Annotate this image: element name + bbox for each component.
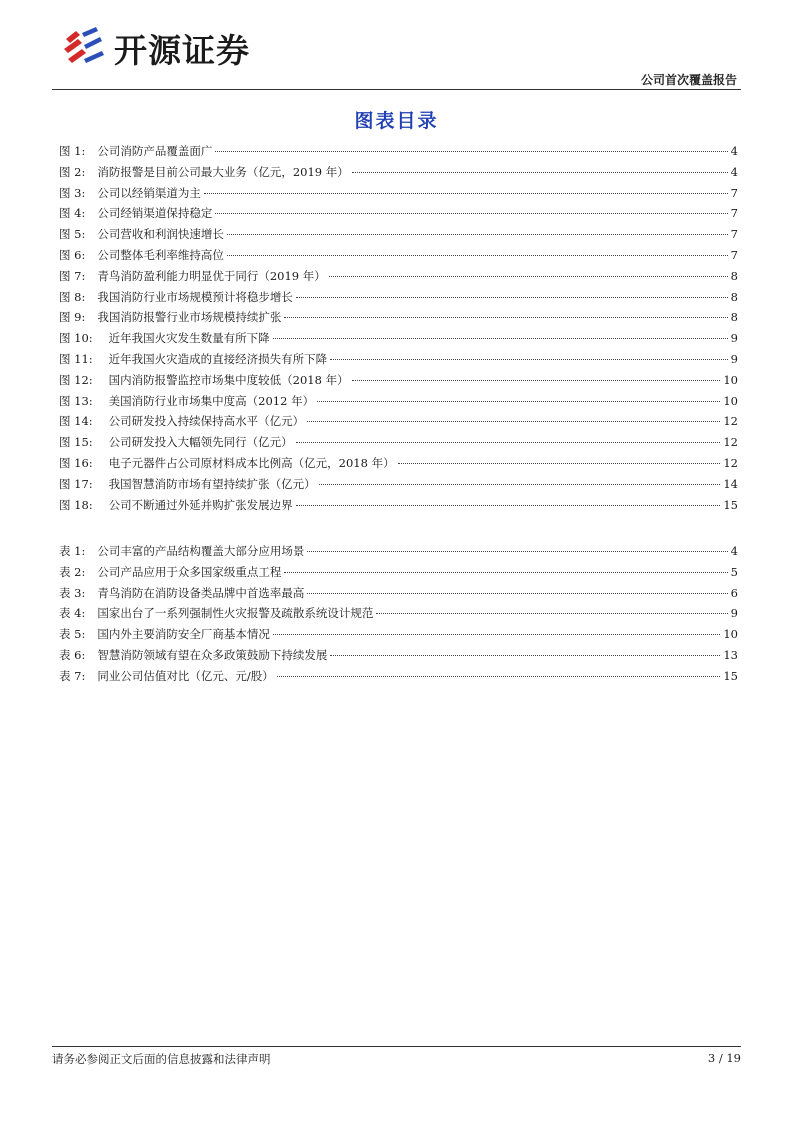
toc-entry-page: 5 (730, 564, 738, 579)
toc-title: 图表目录 (354, 110, 439, 132)
dot-leader (215, 151, 727, 152)
toc-entry-label: 图 6: (59, 247, 86, 262)
toc-entry-title: 我国消防报警行业市场规模持续扩张 (97, 310, 282, 325)
toc-entry-label: 图 10: (59, 331, 93, 346)
dot-leader (398, 463, 721, 464)
dot-leader (296, 505, 721, 506)
toc-entry-page: 7 (730, 185, 738, 200)
toc-entry-label: 表 4: (59, 606, 86, 621)
footer-disclaimer: 请务必参阅正文后面的信息披露和法律声明 (52, 1052, 271, 1066)
toc-entry-label: 表 3: (59, 585, 86, 600)
dot-leader (284, 317, 727, 318)
toc-entry[interactable] (59, 224, 738, 245)
toc-entry-page: 12 (723, 414, 738, 429)
table-list (59, 541, 738, 687)
toc-entry-page: 12 (723, 455, 738, 470)
dot-leader (307, 551, 727, 552)
toc-entry-label: 图 12: (59, 372, 93, 387)
toc-entry-page: 7 (730, 247, 738, 262)
toc-entry[interactable] (59, 562, 738, 583)
toc-entry-title: 公司产品应用于众多国家级重点工程 (97, 564, 282, 579)
toc-entry-label: 图 2: (59, 164, 86, 179)
toc-entry-title: 公司研发投入持续保持高水平（亿元） (108, 414, 305, 429)
toc-entry-label: 图 15: (59, 435, 93, 450)
toc-entry-page: 15 (723, 668, 738, 683)
dot-leader (352, 172, 728, 173)
toc-entry-label: 图 3: (59, 185, 86, 200)
toc-entry-page: 6 (730, 585, 738, 600)
toc-entry-title: 国内外主要消防安全厂商基本情况 (97, 627, 270, 642)
dot-leader (376, 613, 727, 614)
toc-entry-title: 美国消防行业市场集中度高（2012 年） (108, 393, 315, 408)
toc-entry-title: 国家出台了一系列强制性火灾报警及疏散系统设计规范 (97, 606, 374, 621)
toc-entry-page: 8 (730, 268, 738, 283)
toc-entry-label: 图 7: (59, 268, 86, 283)
toc-entry-page: 4 (730, 544, 738, 558)
toc-entry-label: 表 7: (59, 668, 86, 683)
toc-entry-page: 8 (730, 289, 738, 304)
dot-leader (273, 634, 721, 635)
dot-leader (296, 442, 721, 443)
toc-entry-page: 10 (723, 627, 738, 642)
dot-leader (204, 193, 728, 194)
toc-entry-label: 图 4: (59, 206, 86, 221)
toc-entry[interactable] (59, 495, 738, 516)
dot-leader (307, 421, 720, 422)
toc-entry-label: 图 5: (59, 227, 86, 242)
toc-entry-page: 14 (723, 476, 738, 491)
toc-entry-label: 表 5: (59, 627, 86, 642)
toc-entry-page: 10 (723, 372, 738, 387)
toc-entry[interactable] (59, 183, 738, 204)
dot-leader (215, 213, 727, 214)
toc-entry-label: 图 16: (59, 455, 93, 470)
toc-entry-title: 国内消防报警监控市场集中度较低（2018 年） (108, 372, 349, 387)
header-divider (52, 89, 741, 90)
toc-entry-title: 近年我国火灾发生数量有所下降 (108, 331, 270, 346)
dot-leader (273, 338, 728, 339)
toc-entry-label: 图 11: (59, 351, 93, 366)
toc-entry-page: 9 (730, 351, 738, 366)
dot-leader (277, 676, 721, 677)
toc-entry[interactable] (59, 245, 738, 266)
toc-entry-title: 公司经销渠道保持稳定 (97, 206, 213, 221)
toc-entry[interactable] (59, 287, 738, 308)
toc-entry-page: 4 (730, 164, 738, 179)
toc-entry-page: 10 (723, 393, 738, 408)
dot-leader (329, 276, 728, 277)
toc-entry-page: 7 (730, 227, 738, 242)
toc-entry[interactable] (59, 349, 738, 370)
toc-entry-page: 12 (723, 435, 738, 450)
dot-leader (227, 234, 728, 235)
toc-entry-label: 图 9: (59, 310, 86, 325)
toc-entry-label: 表 6: (59, 647, 86, 662)
toc-entry-title: 我国智慧消防市场有望持续扩张（亿元） (108, 476, 316, 491)
toc-entry-label: 图 1: (59, 144, 86, 158)
toc-entry[interactable] (59, 453, 738, 474)
toc-entry-title: 消防报警是目前公司最大业务（亿元，2019 年） (97, 164, 349, 179)
toc-entry-page: 13 (723, 647, 738, 662)
toc-entry[interactable] (59, 307, 738, 328)
toc-entry-title: 公司丰富的产品结构覆盖大部分应用场景 (97, 544, 305, 558)
toc-entry-label: 图 18: (59, 497, 93, 512)
toc-entry-title: 青鸟消防在消防设备类品牌中首选率最高 (97, 585, 305, 600)
toc-entry[interactable] (59, 583, 738, 604)
toc-entry[interactable] (59, 432, 738, 453)
dot-leader (319, 484, 721, 485)
toc-entry-title: 公司整体毛利率维持高位 (97, 247, 224, 262)
toc-entry[interactable] (59, 162, 738, 183)
page-indicator: 3 / 19 (707, 1051, 741, 1065)
toc-entry[interactable] (59, 474, 738, 495)
toc-entry-label: 图 8: (59, 289, 86, 304)
dot-leader (307, 593, 727, 594)
toc-entry-title: 青鸟消防盈利能力明显优于同行（2019 年） (97, 268, 326, 283)
toc-entry-title: 近年我国火灾造成的直接经济损失有所下降 (108, 351, 328, 366)
dot-leader (352, 380, 721, 381)
toc-entry-page: 9 (730, 331, 738, 346)
figure-list (59, 141, 738, 515)
dot-leader (317, 401, 720, 402)
toc-entry[interactable] (59, 266, 738, 287)
dot-leader (296, 297, 728, 298)
toc-entry[interactable] (59, 624, 738, 645)
toc-entry-label: 图 17: (59, 476, 93, 491)
logo-text: 开源证券 (114, 30, 250, 70)
report-type: 公司首次覆盖报告 (640, 73, 737, 87)
toc-entry-title: 智慧消防领域有望在众多政策鼓励下持续发展 (97, 647, 328, 662)
dot-leader (284, 572, 727, 573)
dot-leader (227, 255, 728, 256)
toc-entry-label: 表 2: (59, 564, 86, 579)
toc-entry[interactable] (59, 603, 738, 624)
dot-leader (330, 359, 728, 360)
toc-entry-page: 9 (730, 606, 738, 621)
toc-entry[interactable] (59, 370, 738, 391)
toc-entry-title: 公司营收和利润快速增长 (97, 227, 224, 242)
toc-entry-title: 公司消防产品覆盖面广 (97, 144, 213, 158)
company-logo (62, 24, 302, 72)
toc-entry-title: 电子元器件占公司原材料成本比例高（亿元，2018 年） (108, 455, 395, 470)
toc-entry[interactable] (59, 391, 738, 412)
toc-entry-page: 7 (730, 206, 738, 221)
toc-entry-page: 8 (730, 310, 738, 325)
toc-entry-title: 同业公司估值对比（亿元、元/股） (97, 668, 274, 683)
toc-entry[interactable] (59, 411, 738, 432)
toc-entry[interactable] (59, 541, 738, 562)
toc-entry-title: 公司以经销渠道为主 (97, 185, 201, 200)
toc-entry-title: 公司不断通过外延并购扩张发展边界 (108, 497, 293, 512)
kaiyuan-logo-icon (62, 25, 106, 71)
footer-divider (52, 1046, 741, 1047)
toc-entry-title: 我国消防行业市场规模预计将稳步增长 (97, 289, 293, 304)
toc-entry-page: 4 (730, 144, 738, 158)
toc-entry[interactable] (59, 645, 738, 666)
toc-entry[interactable] (59, 666, 738, 687)
toc-entry-title: 公司研发投入大幅领先同行（亿元） (108, 435, 293, 450)
dot-leader (330, 655, 720, 656)
toc-entry[interactable] (59, 203, 738, 224)
toc-entry[interactable] (59, 141, 738, 162)
toc-entry-label: 表 1: (59, 544, 86, 558)
toc-entry-label: 图 13: (59, 393, 93, 408)
toc-entry[interactable] (59, 328, 738, 349)
toc-entry-page: 15 (723, 497, 738, 512)
toc-entry-label: 图 14: (59, 414, 93, 429)
